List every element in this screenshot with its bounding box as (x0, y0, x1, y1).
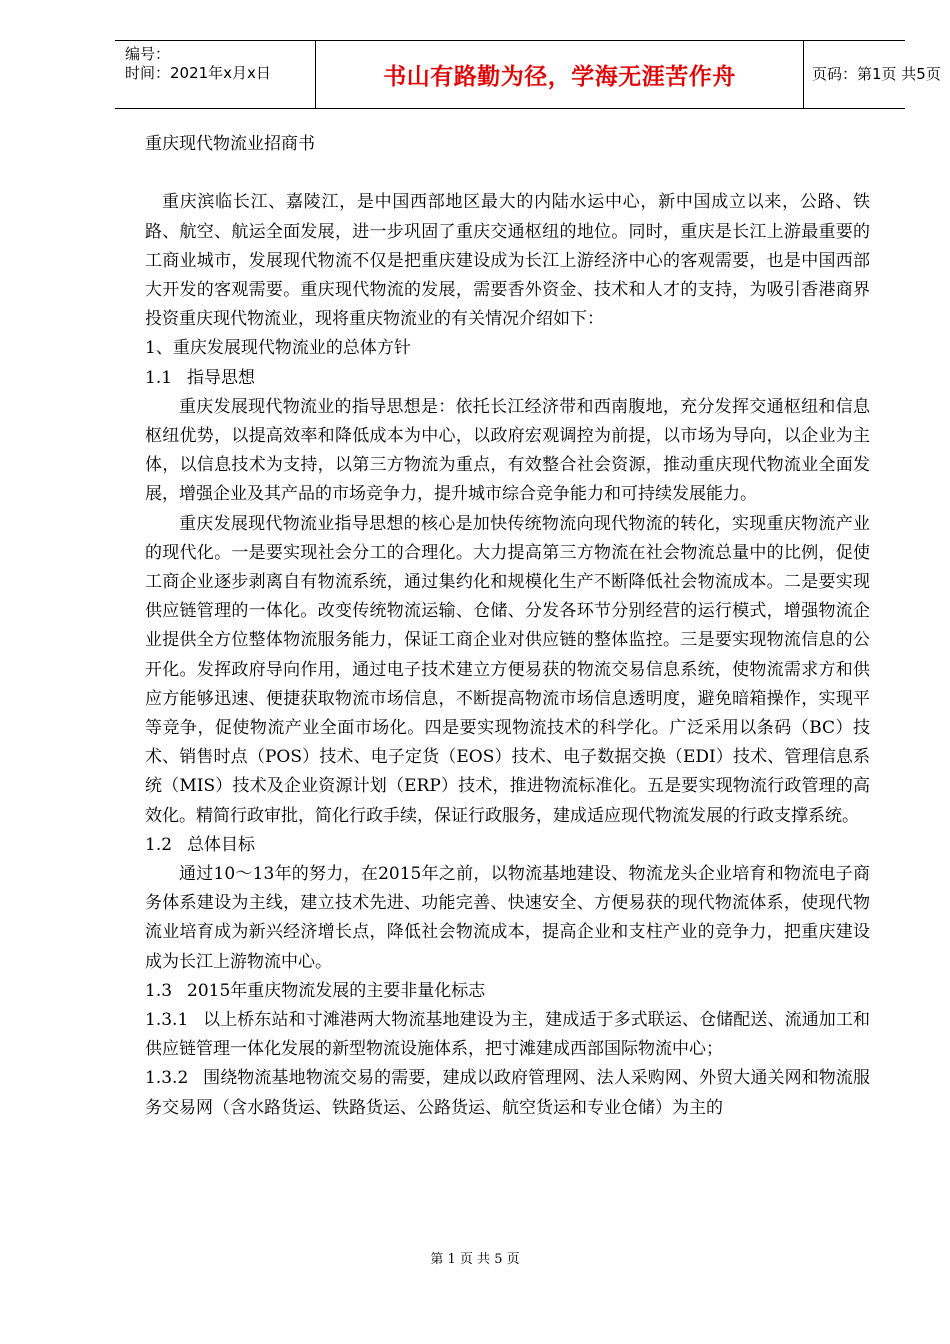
item-1-3-2 (145, 1064, 870, 1122)
item-text: 围绕物流基地物流交易的需要，建成以政府管理网、法人采购网、外贸大通关网和物流服务交易网（含水路货运、铁路货运、公路货运、航空货运和专业仓储）为主的 (145, 1068, 870, 1118)
section-1-1-heading (145, 364, 870, 393)
document-body (145, 130, 870, 1123)
intro-paragraph: 重庆滨临长江、嘉陵江，是中国西部地区最大的内陆水运中心，新中国成立以来，公路、铁路、航空、航运全面发展，进一步巩固了重庆交通枢纽的地位。同时，重庆是长江上游最重要的工商业城市，发展现代物流不仅是把重庆建设成为长江上游经济中心的客观需要，也是中国西部大开发的客观需要。重庆现代物流的发展，需要香外资金、技术和人才的支持，为吸引香港商界投资重庆现代物流业，现将重庆物流业的有关情况介绍如下： (145, 192, 870, 330)
item-number: 1.3.2 (145, 1068, 189, 1089)
section-1-2-heading (145, 831, 870, 860)
header-motto: 书山有路勤为径，学海无涯苦作舟 (383, 64, 736, 90)
ideology-core-paragraph: 重庆发展现代物流业指导思想的核心是加快传统物流向现代物流的转化，实现重庆物流产业的现代化。一是要实现社会分工的合理化。大力提高第三方物流在社会物流总量中的比例，促使工商企业逐步剥离自有物流系统，通过集约化和规模化生产不断降低社会物流成本。二是要实现供应链管理的一体化。改变传统物流运输、仓储、分发各环节分别经营的运行模式，增强物流企业提供全方位整体物流服务能力，保证工商企业对供应链的整体监控。三是要实现物流信息的公开化。发挥政府导向作用，通过电子技术建立方便易获的物流交易信息系统，使物流需求方和供应方能够迅速、便捷获取物流市场信息，不断提高物流市场信息透明度，避免暗箱操作，实现平等竞争，促使物流产业全面市场化。四是要实现物流技术的科学化。广泛采用以条码（BC）技术、销售时点（POS）技术、电子定货（EOS）技术、电子数据交换（EDI）技术、管理信息系统（MIS）技术及企业资源计划（ERP）技术，推进物流标准化。五是要实现物流行政管理的高效化。精简行政审批，简化行政手续，保证行政服务，建成适应现代物流发展的行政支撑系统。 (145, 513, 870, 826)
document-title: 重庆现代物流业招商书 (145, 134, 315, 154)
number-label: 编号： (125, 45, 171, 63)
header-meta-cell (115, 41, 315, 108)
guiding-ideology-paragraph: 重庆发展现代物流业的指导思想是：依托长江经济带和西南腹地，充分发挥交通枢纽和信息枢纽优势，以提高效率和降低成本为中心，以政府宏观调控为前提，以市场为导向，以企业为主体，以信息技术为支持，以第三方物流为重点，有效整合社会资源，推动重庆现代物流业全面发展，增强企业及其产品的市场竞争力，提升城市综合竞争能力和可持续发展能力。 (145, 396, 870, 505)
item-text: 以上桥东站和寸滩港两大物流基地建设为主，建成适于多式联运、仓储配送、流通加工和供应链管理一体化发展的新型物流设施体系，把寸滩建成西部国际物流中心； (145, 1010, 870, 1060)
section-title: 2015年重庆物流发展的主要非量化标志 (187, 980, 486, 1001)
section-1-heading: 1、重庆发展现代物流业的总体方针 (145, 338, 411, 359)
page-footer: 第 1 页 共 5 页 (430, 1252, 520, 1267)
section-title: 总体目标 (187, 834, 255, 855)
section-number: 1.2 (145, 834, 173, 855)
section-1-3-heading (145, 977, 870, 1006)
item-number: 1.3.1 (145, 1010, 189, 1031)
section-title: 指导思想 (187, 367, 255, 388)
item-1-3-1 (145, 1006, 870, 1064)
section-number: 1.3 (145, 980, 173, 1001)
time-label: 时间：2021年x月x日 (125, 64, 271, 82)
section-number: 1.1 (145, 367, 173, 388)
header-page-info: 页码：第1页 共5页 (812, 65, 941, 83)
header-table (115, 40, 941, 109)
overall-goal-paragraph: 通过10～13年的努力，在2015年之前，以物流基地建设、物流龙头企业培育和物流电子商务体系建设为主线，建立技术先进、功能完善、快速安全、方便易获的现代物流体系，使现代物流业培育成为新兴经济增长点，降低社会物流成本，提高企业和支柱产业的竞争力，把重庆建设成为长江上游物流中心。 (145, 864, 870, 972)
